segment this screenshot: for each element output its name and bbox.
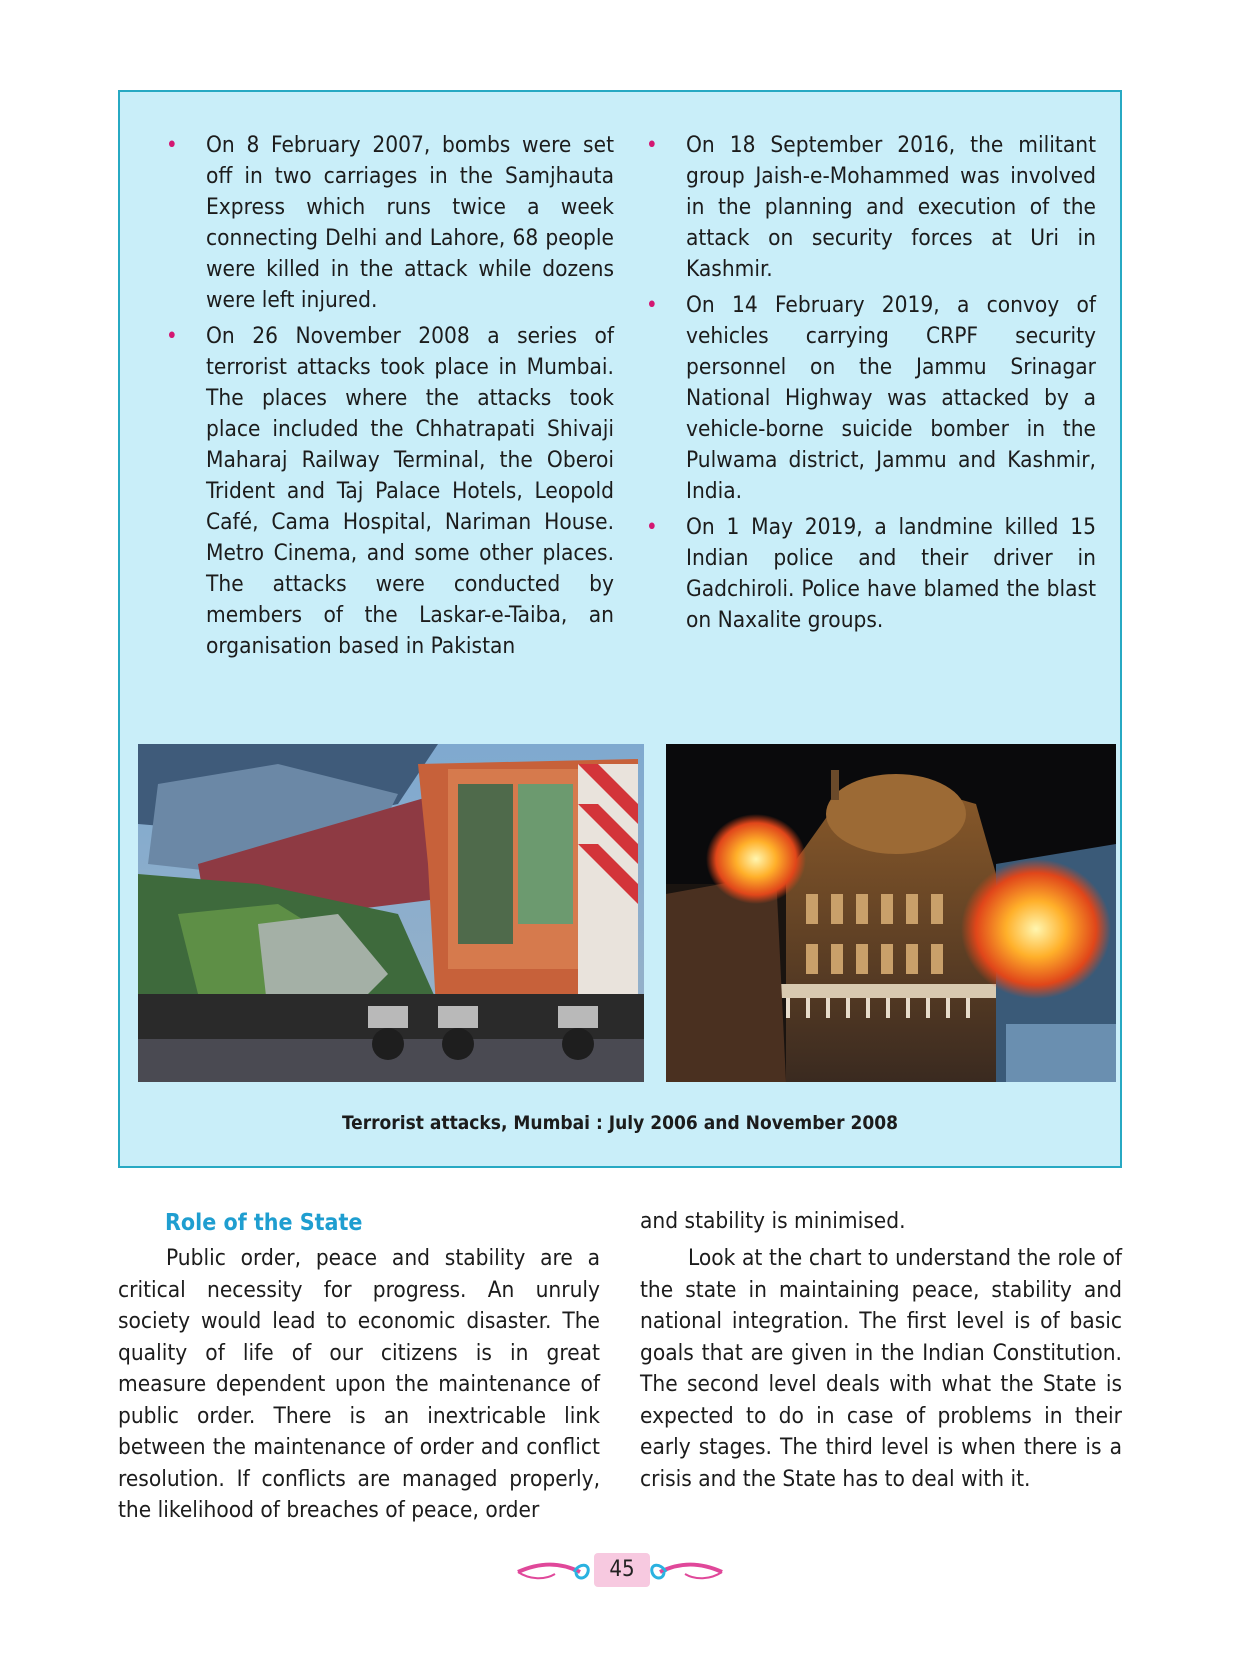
list-item — [646, 290, 1096, 507]
list-item-text: On 8 February 2007, bombs were set off in two carriages in the Samjhauta Express which runs twice a week connecting Delhi and Lahore, 68 people were killed in the attack while dozens were left injured. — [206, 132, 614, 313]
bullet-icon: • — [646, 293, 658, 318]
page-number: 45 — [594, 1553, 650, 1587]
train-blast-photo — [138, 744, 644, 1082]
list-item — [646, 512, 1096, 636]
list-item-text: On 1 May 2019, a landmine killed 15 Indian police and their driver in Gadchiroli. Police have blamed the blast on Naxalite groups. — [686, 514, 1096, 633]
body-paragraph-left: Public order, peace and stability are a critical necessity for progress. An unruly society would lead to economic disaster. The quality of life of our citizens is in great measure dependent upon the maintenance of public order. There is an inextricable link between the maintenance of order and conflict resolution. If conflicts are managed properly, the likelihood of breaches of peace, order — [118, 1245, 600, 1523]
hotel-fire-photo — [666, 744, 1116, 1082]
info-box — [118, 90, 1122, 1168]
list-item-text: On 14 February 2019, a convoy of vehicles carrying CRPF security personnel on the Jammu Srinagar National Highway was attacked by a vehicle-borne suicide bomber in the Pulwama district, Jammu and Kashmir, India. — [686, 292, 1096, 504]
photo-caption: Terrorist attacks, Mumbai : July 2006 and November 2008 — [341, 1112, 899, 1134]
bullet-icon: • — [646, 133, 658, 158]
body-paragraph-continued: and stability is minimised. — [640, 1208, 906, 1234]
right-bullet-list — [646, 130, 1096, 641]
bullet-icon: • — [166, 133, 178, 158]
list-item — [646, 130, 1096, 285]
section-heading: Role of the State — [165, 1210, 363, 1236]
bullet-icon: • — [646, 515, 658, 540]
body-paragraph-right: Look at the chart to understand the role of the state in maintaining peace, stability and national integration. The first level is of basic goals that are given in the Indian Constitution. The second level deals with what the State is expected to do in case of problems in their early stages. The third level is when there is a crisis and the State has to deal with it. — [640, 1245, 1122, 1492]
list-item-text: On 18 September 2016, the militant group Jaish-e-Mohammed was involved in the planning and execution of the attack on security forces at Uri in Kashmir. — [686, 132, 1096, 282]
list-item-text: On 26 November 2008 a series of terrorist attacks took place in Mumbai. The places where the attacks took place included the Chhatrapati Shivaji Maharaj Railway Terminal, the Oberoi Trident and Taj Palace Hotels, Leopold Café, Cama Hospital, Nariman House. Metro Cinema, and some other places. The attacks were conducted by members of the Laskar-e-Taiba, an organisation based in Pakistan — [206, 323, 614, 659]
list-item — [166, 130, 614, 316]
list-item — [166, 321, 614, 662]
bullet-icon: • — [166, 324, 178, 349]
left-bullet-list — [166, 130, 614, 667]
